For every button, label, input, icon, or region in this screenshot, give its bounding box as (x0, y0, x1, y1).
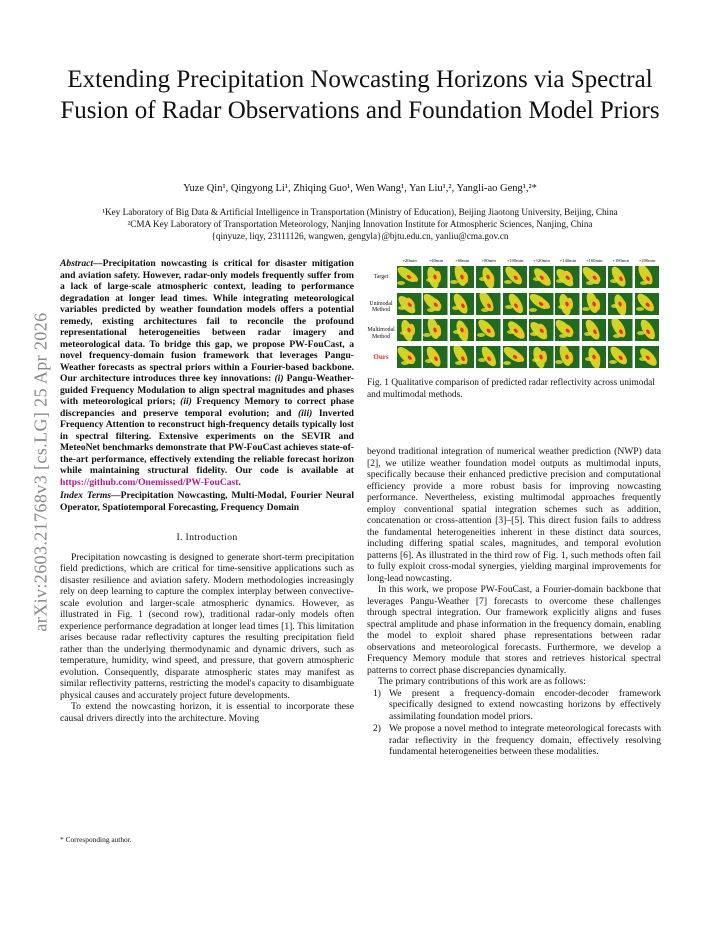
radar-panel (608, 319, 633, 341)
radar-panel (397, 346, 422, 368)
radar-panel (608, 266, 633, 288)
radar-panel (582, 346, 607, 368)
paragraph: In this work, we propose PW-FouCast, a Fourier-domain backbone that leverages Pangu-Weather [7] forecasts to overcome these challenges through spectral integration. Our framework explicitly aligns and fuses spectral amplitude and phase information in the frequency domain, enabling the model to exploit shared phase representations between radar observations and meteorological forecasts. Furthermore, we develop a Frequency Memory module that stores and retrieves historical spectral patterns to correct phase discrepancies dynamically. (367, 584, 661, 676)
section-heading: I. Introduction (176, 532, 238, 543)
time-label: +180min (612, 258, 629, 263)
arxiv-sidebar (28, 262, 54, 682)
radar-panel (450, 266, 475, 288)
row-label: Ours (373, 352, 389, 361)
radar-panel (423, 319, 448, 341)
list-number: 2) (373, 723, 381, 734)
right-column (367, 446, 661, 759)
radar-panel (503, 293, 528, 315)
list-item (367, 688, 661, 723)
abstract-label: Abstract— (60, 258, 103, 269)
paragraph: beyond traditional integration of numerical weather prediction (NWP) data [2], we utilize weather foundation model outputs as multimodal inputs, specifically because their enhanced predictive precision and computational efficiency provide a more robust basis for improving nowcasting performance. Nevertheless, existing multimodal approaches frequently employ conventional spatial integration schemes such as addition, concatenation or cross-attention [3]–[5]. This direct fusion fails to address the fundamental heterogeneities inherent in these distinct data sources, including differing spatial scales, magnitudes, and temporal evolution patterns [6]. As illustrated in the third row of Fig. 1, such methods often fail to fully exploit cross-modal synergies, yielding marginal improvements for long-lead nowcasting. (367, 446, 661, 584)
contribution-list (367, 688, 661, 758)
list-item (367, 723, 661, 758)
author-list: Yuze Qin¹, Qingyong Li¹, Zhiqing Guo¹, Wen Wang¹, Yan Liu¹,², Yangli-ao Geng¹,²* (183, 183, 537, 194)
code-link[interactable]: https://github.com/Onemissed/PW-FouCast (60, 476, 239, 488)
affiliation-1: ¹Key Laboratory of Big Data & Artificial Intelligence in Transportation (Ministry of Education), Beijing Jiaotong University, Beijing, China (102, 207, 618, 217)
radar-panel (423, 293, 448, 315)
paragraph: The primary contributions of this work are as follows: (378, 676, 586, 687)
radar-panel (529, 266, 554, 288)
radar-panel (423, 346, 448, 368)
time-label: +140min (559, 258, 577, 263)
footnote: * Corresponding author. (60, 835, 132, 844)
row-label: Multimodal Method (367, 327, 395, 340)
abstract-text: Inverted Frequency Attention to reconstruct high-frequency details typically lost in spectral filtering. Extensive experiments on the SEVIR and MeteoNet benchmarks demonstrate that PW-FouCast achieves state-of-the-art performance, effectively extending the reliable forecast horizon while maintaining structural fidelity. Our code is available at (60, 407, 354, 476)
radar-panel (608, 346, 633, 368)
radar-panel (476, 293, 501, 315)
row-label: Target (373, 274, 389, 280)
index-terms (60, 490, 354, 513)
abstract (60, 258, 354, 488)
radar-panel (450, 293, 475, 315)
radar-panel (555, 346, 580, 368)
row-label: Unimodal Method (369, 300, 393, 313)
radar-panel (635, 346, 660, 368)
radar-panel (529, 346, 554, 368)
figure-1 (367, 258, 661, 373)
radar-panel (555, 293, 580, 315)
index-terms-text: —Precipitation Nowcasting, Multi-Modal, Fourier Neural Operator, Spatiotemporal Forecasting, Frequency Domain (60, 490, 354, 513)
contact-emails: {qinyuze, liqy, 23111126, wangwen, gengyla}@bjtu.edu.cn, yanliu@cma.gov.cn (211, 231, 509, 241)
radar-panel (635, 293, 660, 315)
radar-panel (476, 319, 501, 341)
time-label: +120min (533, 258, 550, 263)
time-label: +200min (638, 258, 656, 263)
time-label: +20min (402, 258, 417, 263)
abstract-item: (i) (274, 373, 284, 384)
abstract-text: Precipitation nowcasting is critical for disaster mitigation and aviation safety. However, radar-only models frequently suffer from a lack of large-scale atmospheric context, leading to performance degradation at longer lead times. While integrating meteorological variables predicted by weather foundation models offers a potential remedy, existing architectures fail to reconcile the profound representational heterogeneities between radar imagery and meteorological data. To bridge this gap, we propose PW-FouCast, a novel frequency-domain fusion framework that leverages Pangu-Weather forecasts as spectral priors within a Fourier-based backbone. Our architecture introduces three key innovations: (60, 258, 354, 384)
radar-panel (503, 346, 528, 368)
radar-panel (582, 266, 607, 288)
radar-panel (397, 293, 422, 315)
figure-caption: Fig. 1 Qualitative comparison of predicted radar reflectivity across unimodal and multimodal methods. (367, 378, 655, 400)
paragraph: To extend the nowcasting horizon, it is essential to incorporate these causal drivers directly into the architecture. Moving (60, 701, 354, 724)
radar-panel (582, 293, 607, 315)
paper-title: Extending Precipitation Nowcasting Horizons via Spectral Fusion of Radar Observations and Foundation Model Priors (60, 66, 660, 124)
abstract-text: Pangu-Weather-guided Frequency Modulation to align spectral magnitudes and phases with meteorological priors; (60, 373, 354, 407)
radar-panel (608, 293, 633, 315)
radar-panel (582, 319, 607, 341)
radar-panel (476, 266, 501, 288)
abstract-text: Frequency Memory to correct phase discrepancies and preserve temporal evolution; and (60, 396, 355, 419)
time-label: +100min (506, 258, 524, 263)
affiliation-2: ²CMA Key Laboratory of Transportation Meteorology, Nanjing Innovation Institute for Atmospheric Sciences, Nanjing, China (127, 219, 593, 229)
radar-panel (635, 319, 660, 341)
abstract-item: (ii) (180, 396, 192, 407)
time-label: +60min (455, 258, 470, 263)
arxiv-id: arXiv:2603.21768v3 [cs.LG] 25 Apr 2026 (30, 312, 51, 632)
radar-panel (397, 319, 422, 341)
radar-panel (450, 346, 475, 368)
abstract-item: (iii) (297, 407, 313, 419)
left-column (60, 258, 354, 724)
radar-panel (555, 266, 580, 288)
radar-panel (503, 266, 528, 288)
list-number: 1) (373, 687, 381, 699)
radar-panel (450, 319, 475, 341)
radar-panel (503, 319, 528, 341)
radar-panel (476, 346, 501, 368)
radar-panel (397, 266, 422, 288)
radar-panel (529, 293, 554, 315)
radar-panel (635, 266, 660, 288)
paragraph: Precipitation nowcasting is designed to generate short-term precipitation field predictions, which are critical for time-sensitive applications such as disaster resilience and aviation safety. Modern methodologies increasingly rely on deep learning to capture the complex interplay between convective-scale evolution and larger-scale atmospheric dynamics. However, as illustrated in Fig. 1 (second row), traditional radar-only models often experience performance degradation at longer lead times [1]. This limitation arises because radar reflectivity captures the resulting precipitation field rather than the underlying thermodynamic and dynamic drivers, such as temperature, humidity, wind speed, and pressure, that govern atmospheric evolution. Consequently, disparate atmospheric states may manifest as similar reflectivity patterns, restricting the model's capacity to disambiguate physical causes and accurately project future developments. (60, 551, 354, 701)
radar-panel (555, 319, 580, 341)
time-label: +80min (481, 258, 496, 263)
time-label: +40min (428, 258, 444, 263)
index-terms-label: Index Terms (60, 490, 112, 501)
abstract-end: . (238, 476, 241, 488)
radar-panel (423, 266, 448, 288)
list-text: We propose a novel method to integrate meteorological forecasts with radar reflectivity in the frequency domain, effectively resolving fundamental heterogeneities between these modalities. (389, 723, 661, 757)
radar-panel (529, 319, 554, 341)
list-text: We present a frequency-domain encoder-decoder framework specifically designed to extend nowcasting horizons by effectively assimilating foundation model priors. (389, 687, 661, 722)
time-label: +160min (585, 258, 603, 263)
